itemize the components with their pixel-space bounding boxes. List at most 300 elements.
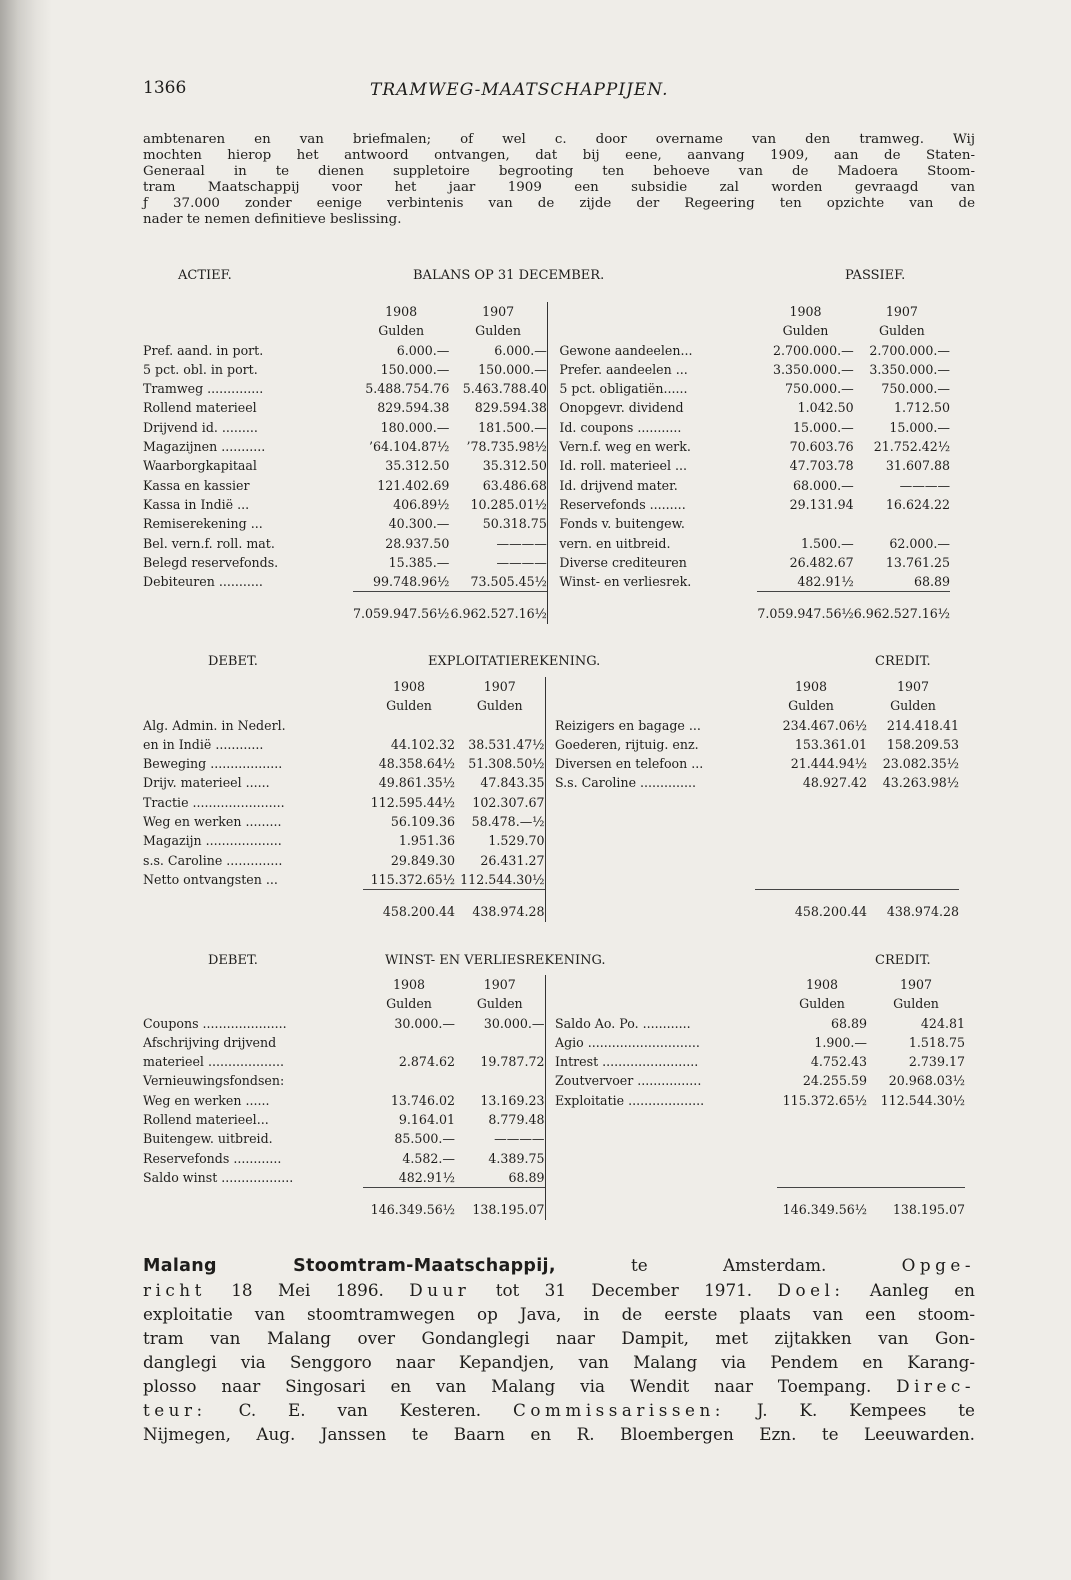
value-1908: 4.582.— bbox=[402, 1150, 455, 1166]
value-1907: ———— bbox=[494, 1131, 545, 1147]
table-row bbox=[143, 851, 959, 870]
intro-paragraph bbox=[143, 132, 975, 228]
malang-text: C. E. van Kesteren. bbox=[206, 1400, 514, 1420]
column-rule bbox=[545, 716, 555, 735]
column-rule bbox=[545, 1091, 555, 1110]
spacer bbox=[143, 302, 353, 321]
value-1907: 30.000.— bbox=[483, 1015, 545, 1031]
spacer bbox=[143, 975, 363, 994]
value-1908 bbox=[757, 514, 853, 533]
value-1908: 40.300.— bbox=[388, 516, 450, 532]
value-1907: 8.779.48 bbox=[488, 1112, 545, 1128]
row-label: Kassa en kassier bbox=[143, 477, 250, 493]
value-1907 bbox=[854, 514, 950, 533]
header-row bbox=[143, 677, 959, 696]
spacer bbox=[555, 677, 755, 696]
row-label bbox=[555, 831, 755, 850]
row-label: Intrest ........................ bbox=[555, 1054, 699, 1070]
spacer bbox=[559, 321, 757, 340]
total-1908: 7.059.947.56½ bbox=[353, 592, 449, 624]
column-rule bbox=[545, 773, 555, 792]
value-1907: 112.544.30½ bbox=[460, 871, 545, 887]
malang-label-directeur: Direc- bbox=[896, 1376, 975, 1396]
row-label: 5 pct. obl. in port. bbox=[143, 361, 258, 377]
value-1908: 28.937.50 bbox=[385, 535, 450, 551]
table-row bbox=[143, 514, 950, 533]
spacer bbox=[559, 302, 757, 321]
value-1908: 180.000.— bbox=[380, 419, 450, 435]
value-1908 bbox=[363, 1033, 455, 1052]
value-1907 bbox=[867, 812, 959, 831]
table-row bbox=[143, 379, 950, 398]
column-rule bbox=[547, 592, 559, 624]
value-1907: ———— bbox=[496, 535, 547, 551]
balans-title: BALANS OP 31 DECEMBER. bbox=[413, 268, 605, 283]
malang-text: tot 31 December 1971. bbox=[470, 1280, 778, 1300]
value-1908 bbox=[755, 793, 867, 812]
col-head: 1908 bbox=[805, 977, 839, 992]
value-1908: 68.89 bbox=[830, 1015, 867, 1031]
column-rule bbox=[545, 1149, 555, 1168]
value-1907: 2.739.17 bbox=[908, 1054, 965, 1070]
balans-left-head: ACTIEF. bbox=[178, 268, 232, 283]
value-1907 bbox=[867, 851, 959, 870]
column-rule bbox=[545, 870, 555, 890]
value-1908: 26.482.67 bbox=[789, 554, 854, 570]
total-1908: 7.059.947.56½ bbox=[757, 592, 853, 624]
row-label: Drijvend id. ......... bbox=[143, 419, 258, 435]
value-1908 bbox=[755, 870, 867, 890]
value-1908: 750.000.— bbox=[785, 381, 854, 397]
row-label: Saldo Ao. Po. ............ bbox=[555, 1015, 691, 1031]
value-1907: 829.594.38 bbox=[474, 400, 547, 416]
value-1907: 1.529.70 bbox=[488, 833, 545, 849]
value-1907: 102.307.67 bbox=[472, 794, 545, 810]
value-1908: 1.951.36 bbox=[398, 833, 455, 849]
column-rule bbox=[545, 754, 555, 773]
column-rule bbox=[545, 1129, 555, 1148]
row-label: Magazijnen ........... bbox=[143, 439, 266, 455]
value-1908: 35.312.50 bbox=[385, 458, 450, 474]
row-label: Bel. vern.f. roll. mat. bbox=[143, 535, 275, 551]
malang-line bbox=[143, 1253, 975, 1278]
col-head: 1907 bbox=[483, 679, 516, 694]
table-row bbox=[143, 1071, 965, 1090]
value-1907: 3.350.000.— bbox=[869, 361, 951, 377]
row-label bbox=[555, 812, 755, 831]
column-rule bbox=[547, 379, 559, 398]
value-1908: 482.91½ bbox=[398, 1169, 455, 1185]
row-label: Goederen, rijtuig. enz. bbox=[555, 736, 699, 752]
spacer bbox=[143, 890, 363, 922]
value-1908: 24.255.59 bbox=[802, 1073, 867, 1089]
column-rule bbox=[547, 341, 559, 360]
value-1907 bbox=[455, 716, 545, 735]
col-head: 1907 bbox=[899, 977, 933, 992]
row-label: Fonds v. buitengew. bbox=[559, 516, 685, 532]
column-rule bbox=[547, 321, 559, 340]
row-label bbox=[555, 1149, 777, 1168]
company-name: Malang Stoomtram-Maatschappij, bbox=[143, 1256, 556, 1276]
malang-label-opgericht-end: richt bbox=[143, 1280, 206, 1300]
value-1908: 47.703.78 bbox=[789, 458, 854, 474]
value-1908: 29.131.94 bbox=[789, 496, 854, 512]
value-1907: 112.544.30½ bbox=[880, 1092, 965, 1108]
value-1907: 1.712.50 bbox=[893, 400, 951, 416]
row-label: Diverse crediteuren bbox=[559, 554, 687, 570]
table-row bbox=[143, 398, 950, 417]
value-1908: 5.488.754.76 bbox=[365, 381, 450, 397]
row-label: S.s. Caroline .............. bbox=[555, 775, 697, 791]
column-rule bbox=[545, 890, 555, 922]
spacer bbox=[555, 696, 755, 715]
col-head: Gulden bbox=[386, 698, 432, 714]
total-1908: 146.349.56½ bbox=[363, 1188, 455, 1220]
intro-line: ambtenaren en van briefmalen; of wel c. door overname van den tramweg. Wij bbox=[143, 132, 975, 147]
row-label: Winst- en verliesrek. bbox=[559, 574, 692, 590]
value-1907: 150.000.— bbox=[478, 361, 547, 377]
spacer bbox=[559, 592, 757, 624]
col-head: Gulden bbox=[788, 698, 834, 714]
exploitatie-right-head: CREDIT. bbox=[875, 654, 931, 669]
column-rule bbox=[547, 476, 559, 495]
value-1907: ———— bbox=[496, 554, 547, 570]
total-1908: 146.349.56½ bbox=[777, 1188, 867, 1220]
value-1907: 31.607.88 bbox=[885, 458, 951, 474]
total-1907: 138.195.07 bbox=[867, 1188, 965, 1220]
value-1907: 73.505.45½ bbox=[470, 574, 547, 590]
table-row bbox=[143, 812, 959, 831]
col-head: 1907 bbox=[482, 304, 515, 319]
col-head: Gulden bbox=[476, 996, 523, 1012]
table-row bbox=[143, 870, 959, 890]
row-label: Rollend materieel... bbox=[143, 1112, 269, 1128]
column-rule bbox=[547, 495, 559, 514]
table-row bbox=[143, 773, 959, 792]
total-1908: 458.200.44 bbox=[755, 890, 867, 922]
value-1907: 6.000.— bbox=[494, 342, 547, 358]
col-head: 1908 bbox=[392, 977, 426, 992]
value-1908: 15.385.— bbox=[388, 554, 450, 570]
table-row bbox=[143, 534, 950, 553]
column-rule bbox=[547, 456, 559, 475]
value-1907: 158.209.53 bbox=[886, 736, 959, 752]
value-1908: 115.372.65½ bbox=[782, 1092, 867, 1108]
column-rule bbox=[547, 398, 559, 417]
col-head: 1908 bbox=[789, 304, 822, 319]
row-label: Belegd reservefonds. bbox=[143, 554, 279, 570]
row-label: Tramweg .............. bbox=[143, 381, 264, 397]
header-row bbox=[143, 975, 965, 994]
total-1907: 138.195.07 bbox=[455, 1188, 545, 1220]
value-1908 bbox=[755, 831, 867, 850]
malang-line: danglegi via Senggoro naar Kepandjen, van Malang via Pendem en Karang- bbox=[143, 1352, 975, 1372]
header-row bbox=[143, 321, 950, 340]
column-rule bbox=[547, 553, 559, 572]
value-1908 bbox=[777, 1149, 867, 1168]
total-1907: 6.962.527.16½ bbox=[854, 592, 950, 624]
spacer bbox=[143, 677, 363, 696]
winst-table bbox=[143, 975, 965, 1220]
value-1908 bbox=[777, 1168, 867, 1188]
row-label: Onopgevr. dividend bbox=[559, 400, 684, 416]
col-head: Gulden bbox=[878, 323, 925, 339]
malang-line: tram van Malang over Gondanglegi naar Dampit, met zijtakken van Gon- bbox=[143, 1328, 975, 1348]
table-row bbox=[143, 418, 950, 437]
row-label bbox=[555, 793, 755, 812]
intro-line: nader te nemen definitieve beslissing. bbox=[143, 212, 402, 227]
value-1907 bbox=[867, 1110, 965, 1129]
malang-text: J. K. Kempees te bbox=[724, 1400, 975, 1420]
value-1907: 23.082.35½ bbox=[882, 756, 959, 772]
col-head: Gulden bbox=[890, 698, 936, 714]
malang-line: Nijmegen, Aug. Janssen te Baarn en R. Bloembergen Ezn. te Leeuwarden. bbox=[143, 1424, 975, 1444]
row-label: Pref. aand. in port. bbox=[143, 342, 264, 358]
total-1907: 438.974.28 bbox=[867, 890, 959, 922]
malang-text: te Amsterdam. bbox=[555, 1255, 827, 1275]
value-1908 bbox=[777, 1110, 867, 1129]
total-row bbox=[143, 1188, 965, 1220]
value-1908: 112.595.44½ bbox=[370, 794, 455, 810]
value-1908: 68.000.— bbox=[793, 477, 854, 493]
value-1908: 1.042.50 bbox=[797, 400, 854, 416]
page-number: 1366 bbox=[143, 78, 187, 98]
value-1907: 62.000.— bbox=[889, 535, 951, 551]
value-1908: 48.927.42 bbox=[802, 775, 867, 791]
table-row bbox=[143, 572, 950, 592]
column-rule bbox=[545, 793, 555, 812]
row-label: Saldo winst .................. bbox=[143, 1169, 294, 1185]
winst-left-head: DEBET. bbox=[208, 953, 258, 968]
value-1907: 58.478.—½ bbox=[471, 814, 545, 830]
spacer bbox=[555, 1188, 777, 1220]
column-rule bbox=[545, 1033, 555, 1052]
book-binding-shadow bbox=[0, 0, 52, 1580]
value-1908: 13.746.02 bbox=[390, 1092, 455, 1108]
malang-label-commissarissen: Commissarissen: bbox=[513, 1400, 725, 1420]
value-1907: 63.486.68 bbox=[482, 477, 547, 493]
table-row bbox=[143, 1014, 965, 1033]
col-head: Gulden bbox=[782, 323, 829, 339]
value-1908: 153.361.01 bbox=[794, 736, 867, 752]
value-1908: ’64.104.87½ bbox=[369, 439, 450, 455]
value-1908: 21.444.94½ bbox=[790, 756, 867, 772]
column-rule bbox=[545, 1110, 555, 1129]
column-rule bbox=[545, 696, 555, 715]
value-1907: 15.000.— bbox=[889, 419, 951, 435]
column-rule bbox=[545, 1052, 555, 1071]
row-label: Vern.f. weg en werk. bbox=[559, 439, 691, 455]
malang-line bbox=[143, 1374, 975, 1398]
value-1907: 1.518.75 bbox=[908, 1034, 965, 1050]
column-rule bbox=[545, 1168, 555, 1188]
row-label: Zoutvervoer ................ bbox=[555, 1073, 702, 1089]
malang-line: exploitatie van stoomtramwegen op Java, in de eerste plaats van een stoom- bbox=[143, 1304, 975, 1324]
value-1908: 49.861.35½ bbox=[378, 775, 455, 791]
balans-table bbox=[143, 302, 950, 624]
total-row bbox=[143, 890, 959, 922]
malang-line bbox=[143, 1398, 975, 1422]
row-label: Gewone aandeelen... bbox=[559, 342, 693, 358]
row-label: s.s. Caroline .............. bbox=[143, 852, 283, 868]
value-1908: 3.350.000.— bbox=[772, 361, 854, 377]
col-head: Gulden bbox=[893, 996, 939, 1012]
column-rule bbox=[547, 514, 559, 533]
value-1908: 6.000.— bbox=[396, 342, 450, 358]
value-1907: 214.418.41 bbox=[886, 717, 959, 733]
row-label: Prefer. aandeelen ... bbox=[559, 361, 688, 377]
value-1907 bbox=[867, 831, 959, 850]
value-1907: 16.624.22 bbox=[885, 496, 951, 512]
spacer bbox=[143, 696, 363, 715]
malang-line bbox=[143, 1278, 975, 1302]
malang-text: Aanleg en bbox=[844, 1280, 975, 1300]
value-1907: 2.700.000.— bbox=[869, 342, 951, 358]
row-label: Exploitatie ................... bbox=[555, 1092, 705, 1108]
exploitatie-table bbox=[143, 677, 959, 922]
row-label: Buitengew. uitbreid. bbox=[143, 1131, 273, 1147]
value-1907: 181.500.— bbox=[478, 419, 547, 435]
row-label: Id. coupons ........... bbox=[559, 419, 682, 435]
value-1907: 4.389.75 bbox=[488, 1150, 545, 1166]
value-1908: 234.467.06½ bbox=[782, 717, 867, 733]
balans-right-head: PASSIEF. bbox=[845, 268, 906, 283]
spacer bbox=[555, 975, 777, 994]
col-head: 1908 bbox=[794, 679, 828, 694]
column-rule bbox=[545, 1014, 555, 1033]
row-label: Debiteuren ........... bbox=[143, 574, 263, 590]
value-1907: 20.968.03½ bbox=[888, 1073, 965, 1089]
value-1908: 1.500.— bbox=[801, 535, 854, 551]
column-rule bbox=[547, 572, 559, 592]
value-1907 bbox=[455, 1071, 545, 1090]
value-1907: 750.000.— bbox=[881, 381, 951, 397]
value-1907: 21.752.42½ bbox=[873, 439, 951, 455]
value-1908: 48.358.64½ bbox=[378, 756, 455, 772]
table-row bbox=[143, 793, 959, 812]
row-label: Remiserekening ... bbox=[143, 516, 263, 532]
malang-label-directeur-end: teur: bbox=[143, 1400, 207, 1420]
row-label: Weg en werken ......... bbox=[143, 814, 282, 830]
column-rule bbox=[545, 812, 555, 831]
row-label bbox=[555, 1129, 777, 1148]
row-label: Agio ............................ bbox=[555, 1034, 700, 1050]
exploitatie-left-head: DEBET. bbox=[208, 654, 258, 669]
row-label bbox=[555, 1168, 777, 1188]
column-rule bbox=[547, 437, 559, 456]
col-head: 1907 bbox=[483, 977, 516, 992]
table-row bbox=[143, 1149, 965, 1168]
value-1908: 121.402.69 bbox=[377, 477, 450, 493]
row-label: Vernieuwingsfondsen: bbox=[143, 1073, 285, 1089]
column-rule bbox=[547, 534, 559, 553]
col-head: Gulden bbox=[378, 323, 425, 339]
spacer bbox=[143, 1188, 363, 1220]
value-1907: 5.463.788.40 bbox=[462, 381, 547, 397]
row-label bbox=[555, 870, 755, 890]
value-1908: 150.000.— bbox=[380, 361, 450, 377]
value-1907 bbox=[867, 1168, 965, 1188]
malang-text: plosso naar Singosari en van Malang via Wendit naar Toempang. bbox=[143, 1376, 897, 1396]
column-rule bbox=[545, 1188, 555, 1220]
col-head: 1907 bbox=[896, 679, 930, 694]
value-1907: 50.318.75 bbox=[482, 516, 547, 532]
value-1907: 47.843.35 bbox=[480, 775, 545, 791]
value-1907: ———— bbox=[899, 477, 951, 493]
value-1908: 15.000.— bbox=[793, 419, 854, 435]
total-row bbox=[143, 592, 950, 624]
row-label: materieel ................... bbox=[143, 1054, 285, 1070]
value-1908: 30.000.— bbox=[394, 1015, 455, 1031]
value-1907 bbox=[867, 793, 959, 812]
value-1908: 482.91½ bbox=[797, 574, 854, 590]
row-label: Rollend materieel bbox=[143, 400, 257, 416]
value-1907: 19.787.72 bbox=[480, 1054, 545, 1070]
row-label: Tractie ....................... bbox=[143, 794, 285, 810]
value-1908: 29.849.30 bbox=[390, 852, 455, 868]
row-label: Drijv. materieel ...... bbox=[143, 775, 270, 791]
row-label bbox=[555, 851, 755, 870]
table-row bbox=[143, 495, 950, 514]
table-row bbox=[143, 735, 959, 754]
total-1907: 438.974.28 bbox=[455, 890, 545, 922]
intro-line: Generaal in te dienen suppletoire begrooting ten behoeve van de Madoera Stoom- bbox=[143, 164, 975, 179]
value-1907: 68.89 bbox=[913, 574, 951, 590]
row-label: Netto ontvangsten ... bbox=[143, 871, 278, 887]
value-1907: 10.285.01½ bbox=[470, 496, 547, 512]
value-1908 bbox=[363, 716, 455, 735]
value-1907: 35.312.50 bbox=[482, 458, 547, 474]
header-row bbox=[143, 696, 959, 715]
malang-label-doel: Doel: bbox=[777, 1280, 845, 1300]
table-row bbox=[143, 360, 950, 379]
value-1908: 4.752.43 bbox=[810, 1054, 867, 1070]
header-row bbox=[143, 994, 965, 1013]
row-label: Diversen en telefoon ... bbox=[555, 756, 704, 772]
spacer bbox=[143, 321, 353, 340]
table-row bbox=[143, 437, 950, 456]
row-label: 5 pct. obligatiën...... bbox=[559, 381, 688, 397]
col-head: 1907 bbox=[885, 304, 918, 319]
row-label: Id. roll. materieel ... bbox=[559, 458, 688, 474]
row-label: Magazijn ................... bbox=[143, 833, 282, 849]
value-1907 bbox=[867, 1149, 965, 1168]
value-1908: 99.748.96½ bbox=[373, 574, 450, 590]
col-head: Gulden bbox=[799, 996, 845, 1012]
column-rule bbox=[545, 677, 555, 696]
row-label: Id. drijvend mater. bbox=[559, 477, 678, 493]
value-1907 bbox=[455, 1033, 545, 1052]
intro-line: ƒ 37.000 zonder eenige verbintenis van de zijde der Regeering ten opzichte van de bbox=[143, 196, 975, 211]
table-row bbox=[143, 1168, 965, 1188]
malang-label-duur: Duur bbox=[409, 1280, 471, 1300]
table-row bbox=[143, 754, 959, 773]
value-1908: 9.164.01 bbox=[398, 1112, 455, 1128]
malang-paragraph bbox=[143, 1253, 975, 1446]
row-label: Reservefonds ......... bbox=[559, 496, 686, 512]
row-label: vern. en uitbreid. bbox=[559, 535, 671, 551]
value-1907: 13.761.25 bbox=[885, 554, 951, 570]
col-head: Gulden bbox=[475, 323, 521, 339]
value-1908 bbox=[777, 1129, 867, 1148]
value-1908: 44.102.32 bbox=[390, 736, 455, 752]
row-label: Weg en werken ...... bbox=[143, 1092, 270, 1108]
total-1908: 458.200.44 bbox=[363, 890, 455, 922]
intro-line: mochten hierop het antwoord ontvangen, dat bij eene, aanvang 1909, aan de Staten- bbox=[143, 148, 975, 163]
spacer bbox=[143, 994, 363, 1013]
table-row bbox=[143, 456, 950, 475]
malang-text: 18 Mei 1896. bbox=[205, 1280, 410, 1300]
